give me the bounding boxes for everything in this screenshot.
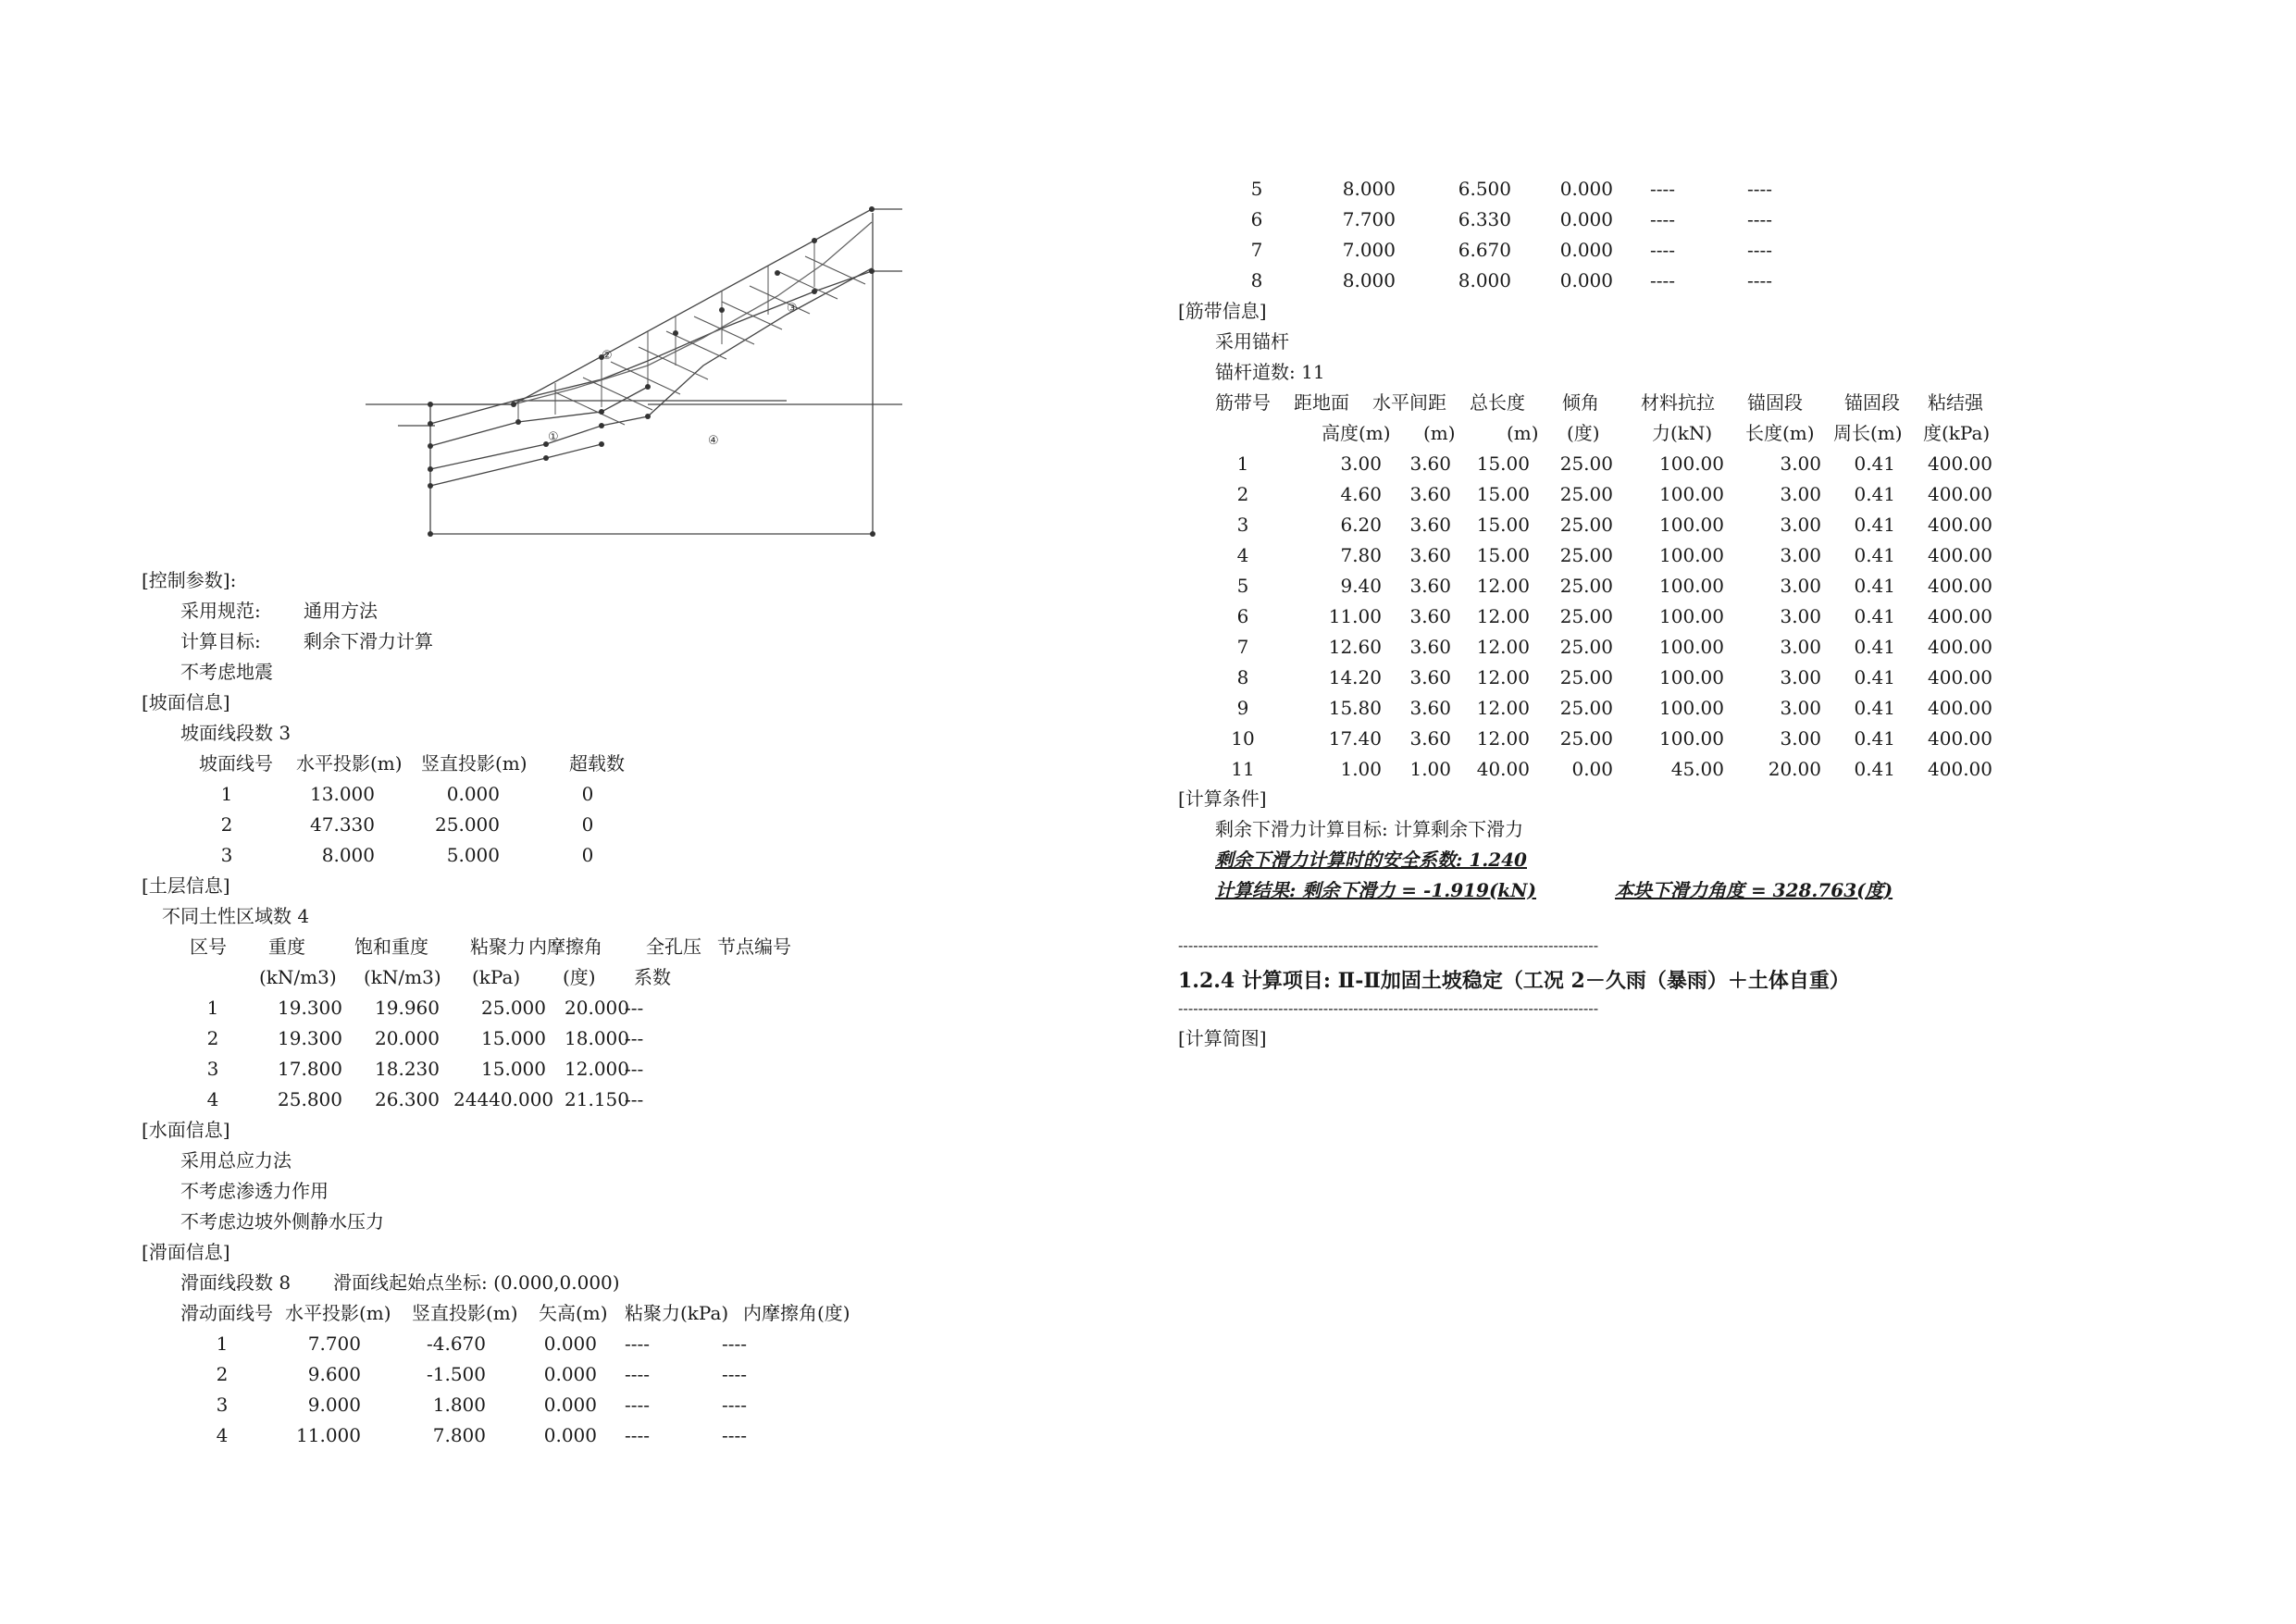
table-cell: 12.00 bbox=[1476, 636, 1530, 658]
table-row bbox=[1215, 449, 2141, 478]
table-cell: 1.00 bbox=[1409, 758, 1451, 780]
table-cell: ---- bbox=[625, 1333, 651, 1355]
table-cell: 100.00 bbox=[1659, 697, 1724, 719]
table-cell: 26.300 bbox=[375, 1088, 440, 1110]
goal-value: 剩余下滑力计算 bbox=[304, 630, 433, 652]
calc-header: [计算条件] bbox=[1178, 787, 1267, 810]
col-vertical: 竖直投影(m) bbox=[421, 752, 527, 775]
table-cell: 3.00 bbox=[1780, 544, 1821, 566]
table-cell: 400.00 bbox=[1928, 452, 1992, 475]
table-cell: 25.000 bbox=[435, 813, 500, 836]
table-cell: 9.000 bbox=[307, 1394, 361, 1416]
table-cell: 9.600 bbox=[307, 1363, 361, 1385]
table-cell: 3.00 bbox=[1780, 636, 1821, 658]
table-cell: 8.000 bbox=[1342, 269, 1396, 291]
table-cell: 3 bbox=[220, 844, 233, 866]
water-line-2: 不考虑渗透力作用 bbox=[180, 1180, 329, 1202]
table-cell: 7.700 bbox=[307, 1333, 361, 1355]
col-length: 总长度 bbox=[1470, 391, 1525, 414]
table-cell: 100.00 bbox=[1659, 666, 1724, 688]
col-slip-h: 水平投影(m) bbox=[285, 1302, 391, 1324]
table-cell: 11.000 bbox=[296, 1424, 361, 1446]
table-cell: 15.000 bbox=[481, 1027, 546, 1049]
col-zone: 区号 bbox=[190, 936, 227, 958]
col-depth: 距地面 bbox=[1294, 391, 1349, 414]
rebar-table-units bbox=[1215, 418, 2048, 448]
col-horizontal: 水平投影(m) bbox=[296, 752, 403, 775]
rebar-table-header bbox=[1215, 388, 2048, 417]
table-cell: 40.00 bbox=[1476, 758, 1530, 780]
table-row bbox=[199, 840, 1124, 870]
unit-anchor-len: 长度(m) bbox=[1745, 422, 1815, 444]
unit-sat-weight: (kN/m3) bbox=[364, 966, 441, 988]
table-cell: 3.60 bbox=[1409, 697, 1451, 719]
table-cell: 0.000 bbox=[543, 1424, 597, 1446]
table-cell: 17.40 bbox=[1328, 727, 1382, 750]
col-bond: 粘结强 bbox=[1928, 391, 1983, 414]
table-cell: 3.00 bbox=[1780, 727, 1821, 750]
table-cell: 3.00 bbox=[1780, 697, 1821, 719]
table-cell: 2 bbox=[216, 1363, 229, 1385]
table-cell: 15.00 bbox=[1476, 483, 1530, 505]
table-cell: 4 bbox=[206, 1088, 219, 1110]
col-slip-phi: 内摩擦角(度) bbox=[743, 1302, 850, 1324]
table-cell: 5 bbox=[1250, 178, 1263, 200]
table-cell: 3 bbox=[1236, 514, 1249, 536]
table-row bbox=[190, 993, 1115, 1023]
table-cell: 0.41 bbox=[1854, 605, 1895, 627]
table-cell: 3.60 bbox=[1409, 727, 1451, 750]
table-cell: 400.00 bbox=[1928, 697, 1992, 719]
table-cell: 7.000 bbox=[1342, 239, 1396, 261]
unit-pore: 系数 bbox=[634, 966, 671, 988]
table-row bbox=[180, 1359, 1106, 1389]
table-cell: 0.41 bbox=[1854, 758, 1895, 780]
table-cell: 0.000 bbox=[1559, 269, 1613, 291]
table-row bbox=[180, 1329, 1106, 1358]
table-cell: 25.00 bbox=[1559, 605, 1613, 627]
unit-anchor-perim: 周长(m) bbox=[1833, 422, 1903, 444]
divider-bottom: ------------------------------------------------------------------------------------ bbox=[1178, 999, 1599, 1017]
table-cell: --- bbox=[625, 1058, 644, 1080]
col-slip-sag: 矢高(m) bbox=[539, 1302, 608, 1324]
rebar-header: [筋带信息] bbox=[1178, 300, 1267, 322]
goal-label: 计算目标: bbox=[180, 630, 261, 652]
table-cell: 8 bbox=[1236, 666, 1249, 688]
unit-bond: 度(kPa) bbox=[1923, 422, 1991, 444]
table-cell: 8.000 bbox=[1342, 178, 1396, 200]
col-node: 节点编号 bbox=[717, 936, 791, 958]
table-cell: 100.00 bbox=[1659, 575, 1724, 597]
col-friction: 内摩擦角 bbox=[528, 936, 602, 958]
table-cell: 25.00 bbox=[1559, 636, 1613, 658]
soil-table-header bbox=[190, 932, 838, 961]
table-cell: 25.00 bbox=[1559, 483, 1613, 505]
table-cell: ---- bbox=[722, 1333, 748, 1355]
water-line-3: 不考虑边坡外侧静水压力 bbox=[180, 1210, 384, 1233]
table-cell: 100.00 bbox=[1659, 727, 1724, 750]
table-cell: 25.000 bbox=[481, 997, 546, 1019]
table-cell: 100.00 bbox=[1659, 636, 1724, 658]
table-cell: 400.00 bbox=[1928, 605, 1992, 627]
table-cell: 3.00 bbox=[1780, 514, 1821, 536]
unit-spacing: (m) bbox=[1423, 422, 1456, 444]
table-cell: 3 bbox=[216, 1394, 229, 1416]
table-cell: 3 bbox=[206, 1058, 219, 1080]
table-cell: -4.670 bbox=[426, 1333, 486, 1355]
slip-start: 滑面线起始点坐标: (0.000,0.000) bbox=[333, 1271, 620, 1294]
table-cell: 15.00 bbox=[1476, 514, 1530, 536]
table-cell: 25.00 bbox=[1559, 544, 1613, 566]
table-cell: 0.41 bbox=[1854, 483, 1895, 505]
table-cell: 21.150 bbox=[565, 1088, 629, 1110]
table-cell: 400.00 bbox=[1928, 514, 1992, 536]
table-cell: ---- bbox=[1747, 269, 1773, 291]
table-row bbox=[1215, 663, 2141, 692]
table-cell: 1 bbox=[1236, 452, 1249, 475]
table-cell: 25.800 bbox=[278, 1088, 342, 1110]
table-cell: 15.00 bbox=[1476, 544, 1530, 566]
table-cell: 12.60 bbox=[1328, 636, 1382, 658]
table-cell: 18.000 bbox=[565, 1027, 629, 1049]
table-cell: 0 bbox=[581, 783, 594, 805]
calc-angle: 本块下滑力角度 = 328.763(度) bbox=[1615, 879, 1893, 901]
table-row bbox=[1215, 510, 2141, 539]
table-cell: ---- bbox=[625, 1394, 651, 1416]
divider-top: ------------------------------------------------------------------------------------ bbox=[1178, 936, 1599, 954]
table-cell: 1 bbox=[216, 1333, 229, 1355]
table-cell: 2 bbox=[1236, 483, 1249, 505]
table-cell: 100.00 bbox=[1659, 544, 1724, 566]
table-cell: 4 bbox=[1236, 544, 1249, 566]
table-cell: 4.60 bbox=[1340, 483, 1382, 505]
table-cell: 9.40 bbox=[1340, 575, 1382, 597]
quake-note: 不考虑地震 bbox=[180, 661, 273, 683]
table-cell: 400.00 bbox=[1928, 483, 1992, 505]
spec-value: 通用方法 bbox=[304, 600, 378, 622]
table-row bbox=[180, 1420, 1106, 1450]
table-cell: 3.60 bbox=[1409, 483, 1451, 505]
rebar-count: 锚杆道数: 11 bbox=[1215, 361, 1325, 383]
table-cell: ---- bbox=[1650, 208, 1676, 230]
unit-friction: (度) bbox=[563, 966, 596, 988]
table-cell: 0.000 bbox=[543, 1333, 597, 1355]
table-cell: 0.41 bbox=[1854, 452, 1895, 475]
col-weight: 重度 bbox=[268, 936, 305, 958]
table-cell: --- bbox=[625, 1088, 644, 1110]
col-slip-no: 滑动面线号 bbox=[180, 1302, 273, 1324]
table-cell: 11 bbox=[1231, 758, 1255, 780]
col-anchor-perim: 锚固段 bbox=[1844, 391, 1900, 414]
soil-count: 不同土性区域数 4 bbox=[162, 905, 310, 927]
table-cell: 7.700 bbox=[1342, 208, 1396, 230]
unit-cohesion: (kPa) bbox=[472, 966, 521, 988]
slope-table-header bbox=[199, 749, 754, 778]
table-cell: 6.20 bbox=[1340, 514, 1382, 536]
table-cell: 6.670 bbox=[1458, 239, 1511, 261]
table-cell: 11.00 bbox=[1328, 605, 1382, 627]
zone-label-4: ④ bbox=[708, 434, 719, 448]
col-slip-c: 粘聚力(kPa) bbox=[625, 1302, 729, 1324]
col-surcharge: 超载数 bbox=[569, 752, 625, 775]
zone-label-2: ② bbox=[602, 349, 613, 363]
table-cell: 400.00 bbox=[1928, 636, 1992, 658]
table-cell: 7 bbox=[1236, 636, 1249, 658]
table-cell: ---- bbox=[625, 1424, 651, 1446]
table-cell: ---- bbox=[1747, 208, 1773, 230]
table-cell: 15.00 bbox=[1476, 452, 1530, 475]
table-cell: 0.000 bbox=[446, 783, 500, 805]
table-cell: ---- bbox=[722, 1363, 748, 1385]
table-cell: 13.000 bbox=[310, 783, 375, 805]
zone-label-3: ③ bbox=[787, 302, 798, 316]
table-cell: 5 bbox=[1236, 575, 1249, 597]
col-spacing: 水平间距 bbox=[1372, 391, 1446, 414]
table-cell: 3.60 bbox=[1409, 666, 1451, 688]
unit-weight: (kN/m3) bbox=[259, 966, 337, 988]
table-cell: 400.00 bbox=[1928, 666, 1992, 688]
water-header: [水面信息] bbox=[142, 1119, 230, 1141]
table-cell: 1.00 bbox=[1340, 758, 1382, 780]
table-cell: 0.00 bbox=[1571, 758, 1613, 780]
table-cell: 12.00 bbox=[1476, 727, 1530, 750]
table-cell: 14.20 bbox=[1328, 666, 1382, 688]
table-cell: 20.000 bbox=[565, 997, 629, 1019]
table-cell: 2 bbox=[206, 1027, 219, 1049]
table-cell: 5.000 bbox=[446, 844, 500, 866]
slope-diagram bbox=[361, 199, 916, 541]
table-cell: 9 bbox=[1236, 697, 1249, 719]
calc-safety: 剩余下滑力计算时的安全系数: 1.240 bbox=[1215, 849, 1527, 871]
table-row bbox=[1215, 724, 2141, 753]
table-cell: ---- bbox=[1650, 239, 1676, 261]
table-cell: ---- bbox=[1650, 178, 1676, 200]
table-cell: 19.300 bbox=[278, 1027, 342, 1049]
table-cell: -1.500 bbox=[426, 1363, 486, 1385]
table-cell: 24440.000 bbox=[453, 1088, 554, 1110]
table-cell: 17.800 bbox=[278, 1058, 342, 1080]
col-angle: 倾角 bbox=[1562, 391, 1599, 414]
table-cell: 3.60 bbox=[1409, 544, 1451, 566]
table-cell: 0.000 bbox=[543, 1394, 597, 1416]
table-cell: 0.000 bbox=[1559, 208, 1613, 230]
table-cell: 3.00 bbox=[1780, 452, 1821, 475]
table-cell: 6.500 bbox=[1458, 178, 1511, 200]
spec-label: 采用规范: bbox=[180, 600, 261, 622]
table-cell: 25.00 bbox=[1559, 452, 1613, 475]
table-row bbox=[1215, 754, 2141, 784]
table-cell: 25.00 bbox=[1559, 727, 1613, 750]
zone-label-1: ① bbox=[548, 430, 559, 444]
table-cell: 6 bbox=[1236, 605, 1249, 627]
table-cell: 7.800 bbox=[432, 1424, 486, 1446]
table-cell: ---- bbox=[625, 1363, 651, 1385]
table-cell: 6.330 bbox=[1458, 208, 1511, 230]
rebar-type: 采用锚杆 bbox=[1215, 330, 1289, 353]
unit-length: (m) bbox=[1507, 422, 1539, 444]
table-cell: 25.00 bbox=[1559, 514, 1613, 536]
table-row bbox=[1215, 601, 2141, 631]
table-cell: 100.00 bbox=[1659, 483, 1724, 505]
section-title: 1.2.4 计算项目: Ⅱ-Ⅱ加固土坡稳定（工况 2－久雨（暴雨）＋土体自重） bbox=[1178, 969, 1850, 993]
table-cell: 15.000 bbox=[481, 1058, 546, 1080]
table-cell: 3.00 bbox=[1780, 483, 1821, 505]
unit-depth: 高度(m) bbox=[1322, 422, 1391, 444]
table-row bbox=[1215, 235, 2141, 265]
table-cell: 400.00 bbox=[1928, 727, 1992, 750]
col-pore: 全孔压 bbox=[646, 936, 701, 958]
table-row bbox=[1215, 632, 2141, 662]
table-row bbox=[1215, 266, 2141, 295]
slope-count: 坡面线段数 3 bbox=[180, 722, 292, 744]
table-cell: --- bbox=[625, 997, 644, 1019]
table-cell: 19.300 bbox=[278, 997, 342, 1019]
table-cell: 400.00 bbox=[1928, 544, 1992, 566]
table-cell: 12.00 bbox=[1476, 697, 1530, 719]
table-cell: 19.960 bbox=[375, 997, 440, 1019]
col-anchor-len: 锚固段 bbox=[1747, 391, 1803, 414]
diagram-label: [计算简图] bbox=[1178, 1027, 1267, 1049]
table-cell: 12.000 bbox=[565, 1058, 629, 1080]
table-cell: 25.00 bbox=[1559, 575, 1613, 597]
table-row bbox=[199, 779, 1124, 809]
table-cell: ---- bbox=[1747, 239, 1773, 261]
table-cell: ---- bbox=[722, 1424, 748, 1446]
table-cell: 18.230 bbox=[375, 1058, 440, 1080]
table-cell: 0.41 bbox=[1854, 697, 1895, 719]
calc-result: 计算结果: 剩余下滑力 = -1.919(kN) bbox=[1215, 879, 1537, 901]
table-cell: 12.00 bbox=[1476, 575, 1530, 597]
table-cell: 25.00 bbox=[1559, 666, 1613, 688]
table-cell: 0.41 bbox=[1854, 727, 1895, 750]
table-row bbox=[1215, 693, 2141, 723]
table-row bbox=[1215, 174, 2141, 204]
table-cell: 12.00 bbox=[1476, 605, 1530, 627]
unit-angle: (度) bbox=[1567, 422, 1600, 444]
table-cell: 3.60 bbox=[1409, 514, 1451, 536]
col-slip-v: 竖直投影(m) bbox=[412, 1302, 518, 1324]
table-cell: 4 bbox=[216, 1424, 229, 1446]
table-cell: 8.000 bbox=[321, 844, 375, 866]
slip-table-header bbox=[180, 1298, 921, 1328]
table-cell: 100.00 bbox=[1659, 452, 1724, 475]
table-row bbox=[1215, 479, 2141, 509]
table-cell: 400.00 bbox=[1928, 575, 1992, 597]
table-cell: --- bbox=[625, 1027, 644, 1049]
table-cell: ---- bbox=[1650, 269, 1676, 291]
table-cell: 15.80 bbox=[1328, 697, 1382, 719]
table-cell: 10 bbox=[1231, 727, 1255, 750]
table-cell: 20.00 bbox=[1768, 758, 1821, 780]
table-cell: 8 bbox=[1250, 269, 1263, 291]
table-cell: 1.800 bbox=[432, 1394, 486, 1416]
table-cell: 7.80 bbox=[1340, 544, 1382, 566]
table-cell: 0.000 bbox=[543, 1363, 597, 1385]
table-cell: 0.41 bbox=[1854, 544, 1895, 566]
soil-table-units bbox=[190, 962, 838, 992]
table-cell: 3.00 bbox=[1340, 452, 1382, 475]
col-tensile: 材料抗拉 bbox=[1641, 391, 1715, 414]
table-row bbox=[1215, 205, 2141, 234]
table-cell: ---- bbox=[722, 1394, 748, 1416]
table-cell: ---- bbox=[1747, 178, 1773, 200]
col-cohesion: 粘聚力 bbox=[470, 936, 526, 958]
table-cell: 0 bbox=[581, 844, 594, 866]
table-row bbox=[1215, 571, 2141, 601]
table-cell: 12.00 bbox=[1476, 666, 1530, 688]
table-cell: 3.00 bbox=[1780, 575, 1821, 597]
table-cell: 6 bbox=[1250, 208, 1263, 230]
water-line-1: 采用总应力法 bbox=[180, 1149, 292, 1172]
table-cell: 45.00 bbox=[1670, 758, 1724, 780]
unit-tensile: 力(kN) bbox=[1652, 422, 1713, 444]
table-cell: 0.000 bbox=[1559, 178, 1613, 200]
table-cell: 8.000 bbox=[1458, 269, 1511, 291]
table-cell: 0.000 bbox=[1559, 239, 1613, 261]
slope-header: [坡面信息] bbox=[142, 691, 230, 713]
table-cell: 0.41 bbox=[1854, 636, 1895, 658]
table-cell: 47.330 bbox=[310, 813, 375, 836]
table-cell: 0.41 bbox=[1854, 666, 1895, 688]
calc-goal: 剩余下滑力计算目标: 计算剩余下滑力 bbox=[1215, 818, 1524, 840]
table-cell: 1 bbox=[220, 783, 233, 805]
table-cell: 3.60 bbox=[1409, 636, 1451, 658]
soil-header: [土层信息] bbox=[142, 874, 230, 897]
table-cell: 100.00 bbox=[1659, 605, 1724, 627]
table-cell: 0 bbox=[581, 813, 594, 836]
table-cell: 400.00 bbox=[1928, 758, 1992, 780]
table-row bbox=[180, 1390, 1106, 1419]
col-sat-weight: 饱和重度 bbox=[354, 936, 428, 958]
table-row bbox=[1215, 540, 2141, 570]
table-cell: 3.00 bbox=[1780, 666, 1821, 688]
table-row bbox=[190, 1085, 1115, 1114]
control-header: [控制参数]: bbox=[142, 569, 237, 591]
slip-count: 滑面线段数 8 bbox=[180, 1271, 292, 1294]
table-row bbox=[199, 810, 1124, 839]
table-cell: 100.00 bbox=[1659, 514, 1724, 536]
table-cell: 2 bbox=[220, 813, 233, 836]
slip-header: [滑面信息] bbox=[142, 1241, 230, 1263]
table-cell: 20.000 bbox=[375, 1027, 440, 1049]
table-cell: 3.00 bbox=[1780, 605, 1821, 627]
table-cell: 0.41 bbox=[1854, 514, 1895, 536]
table-row bbox=[190, 1023, 1115, 1053]
col-rebar-no: 筋带号 bbox=[1215, 391, 1271, 414]
table-cell: 3.60 bbox=[1409, 452, 1451, 475]
table-cell: 25.00 bbox=[1559, 697, 1613, 719]
table-cell: 7 bbox=[1250, 239, 1263, 261]
table-cell: 3.60 bbox=[1409, 605, 1451, 627]
col-slope-no: 坡面线号 bbox=[199, 752, 273, 775]
table-cell: 0.41 bbox=[1854, 575, 1895, 597]
table-cell: 3.60 bbox=[1409, 575, 1451, 597]
table-row bbox=[190, 1054, 1115, 1084]
table-cell: 1 bbox=[206, 997, 219, 1019]
